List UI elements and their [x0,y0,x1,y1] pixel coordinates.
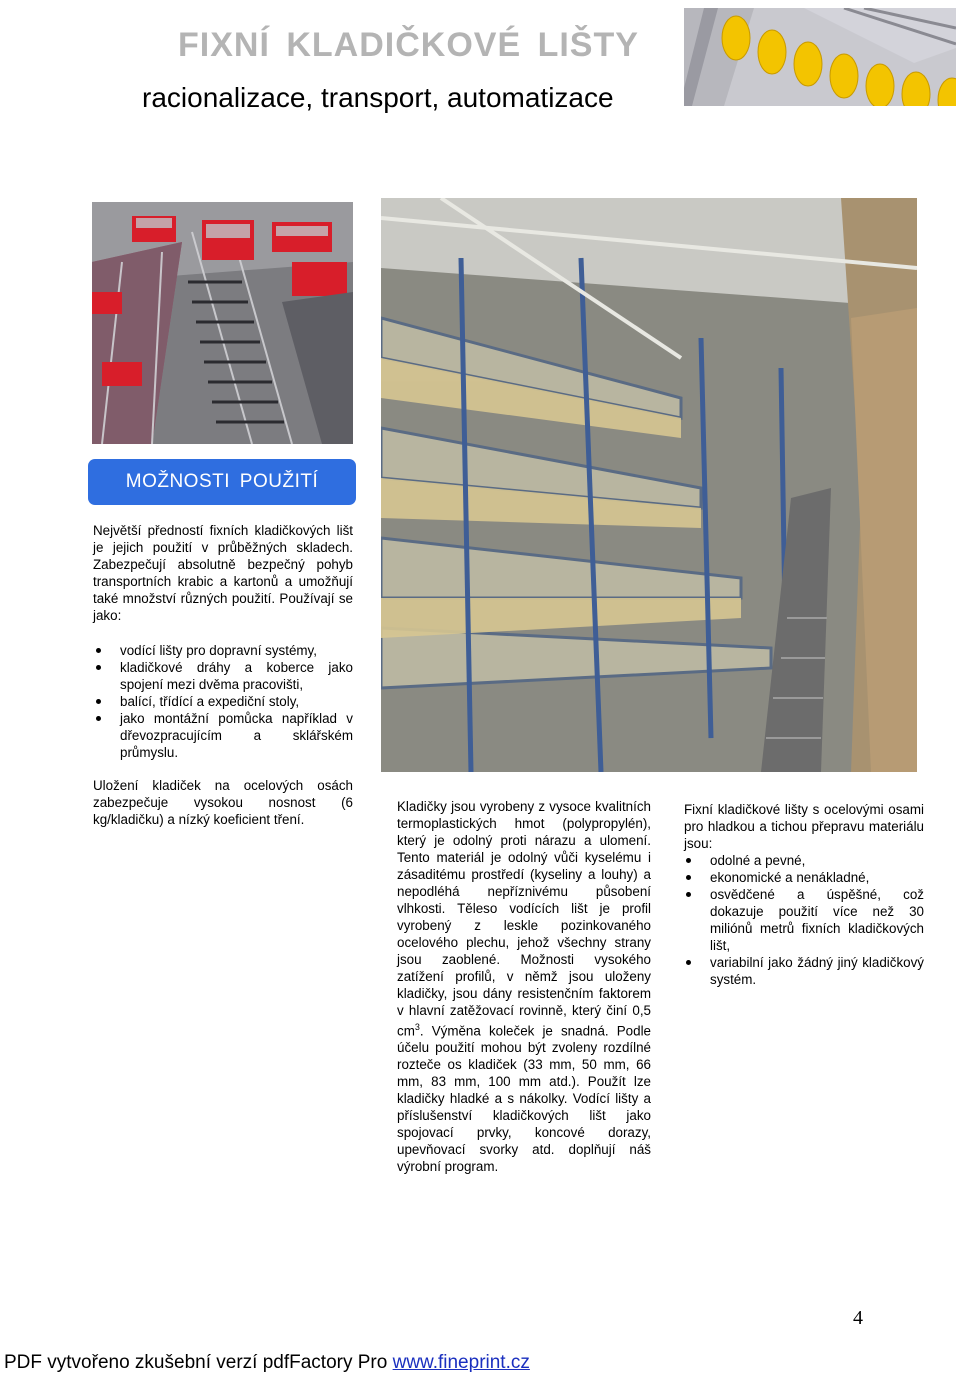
page-title: FIXNÍ KLADIČKOVÉ LIŠTY [178,26,639,64]
material-text-part-2: . Výměna koleček je snadná. Podle účelu použití mohou být zvoleny rozdílné rozteče os kladiček (33 mm, 50 mm, 66 mm, 83 mm, 100 mm atd.). Použít lze kladičky hladké a s nákolky. Vodící lišty a příslušenství kladičkových lišt jako spojovací prvky, koncové dorazy, upevňovací svorky atd. doplňují náš výrobní program. [397,1023,651,1175]
footer-link[interactable]: www.fineprint.cz [392,1352,530,1373]
list-item: ekonomické a nenákladné, [684,869,924,886]
superscript-3: 3 [414,1022,420,1032]
material-text-part-1: Kladičky jsou vyrobeny z vysoce kvalitních termoplastických hmot (polypropylén), který je odolný proti nárazu a ulomení. Tento materiál je odolný vůči kyselému i zásaditému prostředí (kyseliny a louhy) a nepodléhá nepříznivému působení vlhkosti. Těleso vodících lišt je profil vyrobený z leskle pozinkovaného ocelového plechu, jehož všechny strany jsou zaoblené. Možnosti vysokého zatížení profilů, v němž jsou uloženy kladičky, jsou dány resistenčním faktorem v hlavní zatěžovací rovinně, který činí 0,5 cm [397,799,651,1039]
list-item: variabilní jako žádný jiný kladičkový systém. [684,954,924,988]
conveyor-red-boxes-photo [92,202,353,444]
footer [4,1352,530,1374]
warehouse-flow-rack-photo [381,198,917,772]
section-badge: MOŽNOSTI POUŽITÍ [88,459,356,505]
list-item: vodící lišty pro dopravní systémy, [94,642,353,659]
list-item: kladičkové dráhy a koberce jako spojení mezi dvěma pracovišti, [94,659,353,693]
roller-closeup-photo [684,8,956,106]
list-item: jako montážní pomůcka například v dřevozpracujícím a sklářském průmyslu. [94,710,353,761]
list-item: balící, třídící a expediční stoly, [94,693,353,710]
features-intro: Fixní kladičkové lišty s ocelovými osami pro hladkou a tichou přepravu materiálu jsou: [684,802,924,851]
material-paragraph [397,798,651,1175]
page-subtitle: racionalizace, transport, automatizace [142,82,614,113]
page-number: 4 [853,1307,863,1329]
list-item: odolné a pevné, [684,852,924,869]
intro-paragraph: Největší předností fixních kladičkových lišt je jejich použití v průběžných skladech. Zabezpečují absolutně bezpečný pohyb transportních krabic a kartonů a umožňují také množství různých použití. Používají se jako: [93,523,353,623]
bearing-paragraph: Uložení kladiček na ocelových osách zabezpečuje vysokou nosnost (6 kg/kladičku) a nízký koeficient tření. [93,778,353,827]
uses-list [94,642,353,761]
features-list [684,852,924,988]
footer-text: PDF vytvořeno zkušební verzí pdfFactory Pro [4,1352,393,1373]
list-item: osvědčené a úspěšné, což dokazuje použití více než 30 miliónů metrů fixních kladičkových lišt, [684,886,924,954]
